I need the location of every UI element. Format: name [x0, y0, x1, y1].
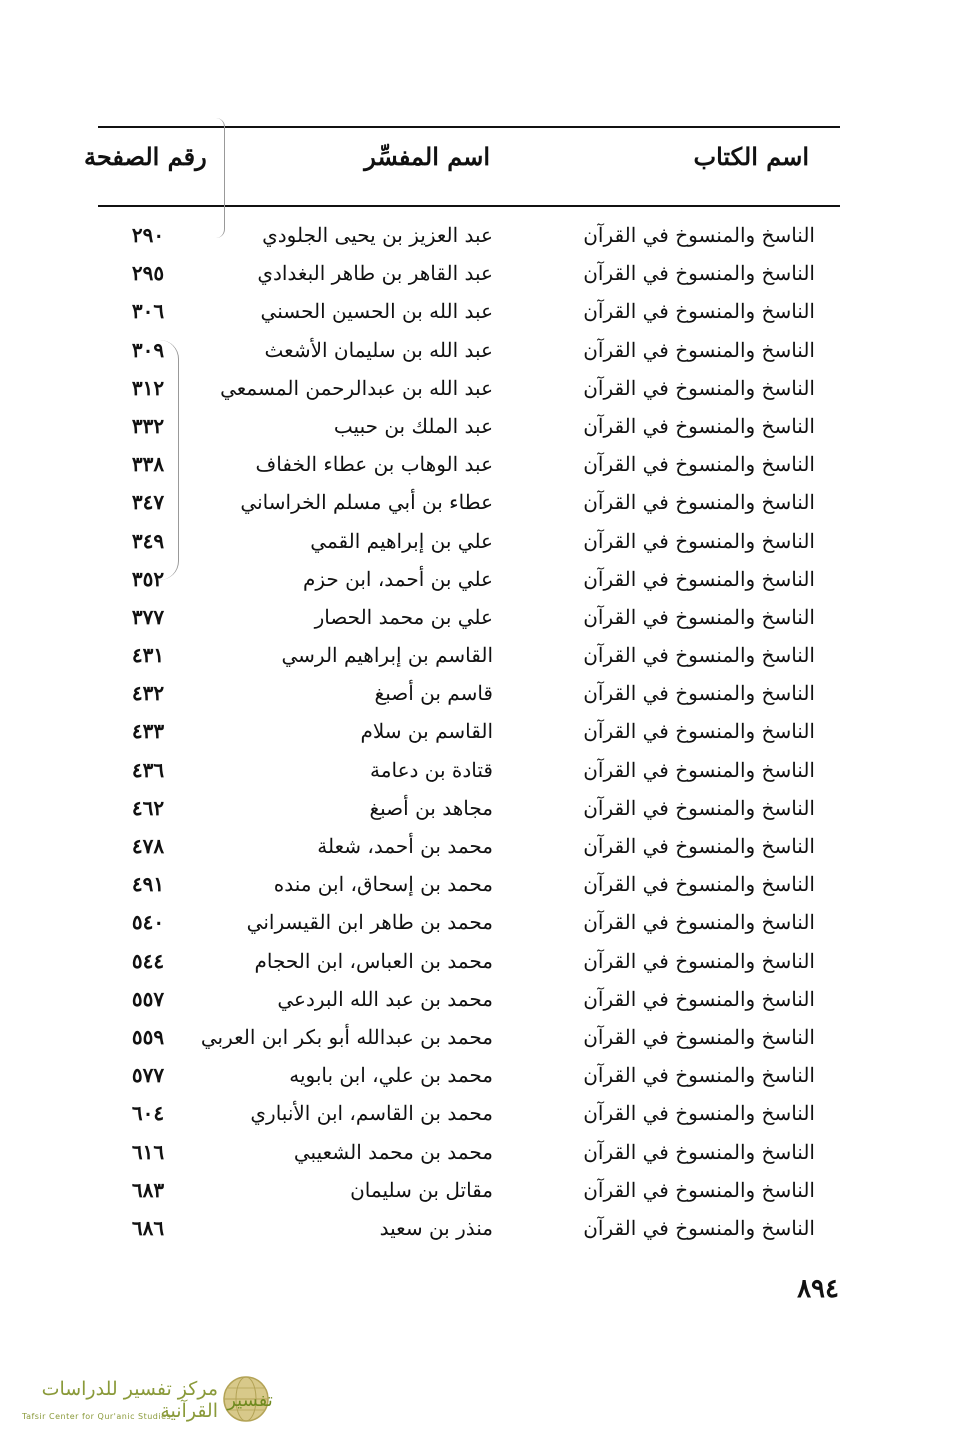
- book-title-cell: الناسخ والمنسوخ في القرآن: [583, 299, 815, 324]
- author-name-cell: محمد بن العباس، ابن الحجام: [254, 948, 493, 973]
- table-row: [0, 677, 975, 715]
- table-row: [0, 601, 975, 639]
- book-title-cell: الناسخ والمنسوخ في القرآن: [583, 1024, 815, 1049]
- author-name-cell: القاسم بن إبراهيم الرسي: [281, 643, 493, 668]
- page-number-cell: ٦٠٤: [131, 1101, 165, 1126]
- book-title-cell: الناسخ والمنسوخ في القرآن: [583, 528, 815, 553]
- page-number-cell: ٥٤٤: [131, 948, 165, 973]
- book-title-cell: الناسخ والمنسوخ في القرآن: [583, 413, 815, 438]
- table-row: [0, 219, 975, 257]
- page-number-cell: ٣٣٨: [131, 452, 165, 477]
- header-author-name: اسم المفسِّر: [364, 142, 490, 171]
- book-title-cell: الناسخ والمنسوخ في القرآن: [583, 834, 815, 858]
- page-number-cell: ٣٥٢: [131, 566, 165, 591]
- book-title-cell: الناسخ والمنسوخ في القرآن: [583, 719, 815, 744]
- book-title-cell: الناسخ والمنسوخ في القرآن: [583, 1063, 815, 1088]
- author-name-cell: مجاهد بن أصبغ: [369, 795, 493, 820]
- page-number-cell: ٥٥٩: [131, 1024, 165, 1049]
- page-number-cell: ٣١٢: [131, 375, 165, 400]
- book-title-cell: الناسخ والمنسوخ في القرآن: [583, 1177, 815, 1202]
- page-number-cell: ٤٣١: [131, 643, 165, 668]
- page-number-cell: ٣٤٧: [131, 490, 165, 515]
- author-name-cell: قاسم بن أصبغ: [374, 681, 493, 706]
- author-name-cell: محمد بن علي، ابن بابويه: [289, 1063, 493, 1088]
- author-name-cell: عبد العزيز بن يحيى الجلودي: [262, 223, 493, 247]
- table-row: [0, 525, 975, 563]
- author-name-cell: عبد الله بن عبدالرحمن المسمعي: [220, 375, 493, 400]
- page-number-cell: ٤٦٢: [131, 795, 165, 820]
- logo-english-text: Tafsir Center for Qur'anic Studies: [22, 1412, 172, 1421]
- logo-arabic-text: مركز تفسير للدراسات القرآنية: [41, 1378, 218, 1422]
- book-title-cell: الناسخ والمنسوخ في القرآن: [583, 643, 815, 668]
- table-row: [0, 983, 975, 1021]
- book-title-cell: الناسخ والمنسوخ في القرآن: [583, 604, 815, 629]
- publisher-logo: [18, 1372, 290, 1430]
- book-title-cell: الناسخ والمنسوخ في القرآن: [583, 261, 815, 286]
- table-row: [0, 1212, 975, 1250]
- page-number-cell: ٥٤٠: [131, 910, 165, 935]
- author-name-cell: علي بن أحمد، ابن حزم: [302, 566, 493, 591]
- page-number-cell: ٣٣٢: [131, 413, 165, 438]
- index-table: [0, 219, 975, 1250]
- table-row: [0, 830, 975, 868]
- book-title-cell: الناسخ والمنسوخ في القرآن: [583, 948, 815, 973]
- globe-logo-icon: [218, 1374, 282, 1424]
- table-row: [0, 754, 975, 792]
- table-row: [0, 1021, 975, 1059]
- table-row: [0, 372, 975, 410]
- book-title-cell: الناسخ والمنسوخ في القرآن: [583, 986, 815, 1011]
- author-name-cell: القاسم بن سلام: [360, 719, 493, 744]
- author-name-cell: عبد القاهر بن طاهر البغدادي: [257, 261, 493, 286]
- author-name-cell: منذر بن سعيد: [379, 1215, 493, 1240]
- book-title-cell: الناسخ والمنسوخ في القرآن: [583, 337, 815, 362]
- table-row: [0, 792, 975, 830]
- table-row: [0, 563, 975, 601]
- author-name-cell: علي بن إبراهيم القمي: [310, 528, 493, 553]
- table-row: [0, 868, 975, 906]
- page-number-cell: ٣٠٦: [131, 299, 165, 324]
- page-number-cell: ٣٧٧: [131, 604, 165, 629]
- table-row: [0, 1059, 975, 1097]
- book-title-cell: الناسخ والمنسوخ في القرآن: [583, 910, 815, 935]
- book-title-cell: الناسخ والمنسوخ في القرآن: [583, 872, 815, 897]
- author-name-cell: عبد الله بن سليمان الأشعث: [264, 337, 493, 362]
- table-row: [0, 448, 975, 486]
- table-row: [0, 295, 975, 333]
- book-title-cell: الناسخ والمنسوخ في القرآن: [583, 795, 815, 820]
- author-name-cell: محمد بن عبد الله البردعي: [277, 986, 493, 1011]
- book-title-cell: الناسخ والمنسوخ في القرآن: [583, 757, 815, 782]
- author-name-cell: محمد بن عبدالله أبو بكر ابن العربي: [200, 1024, 493, 1049]
- page-number: ٨٩٤: [797, 1274, 839, 1304]
- author-name-cell: عبد الوهاب بن عطاء الخفاف: [255, 452, 493, 477]
- page-number-cell: ٣٤٩: [131, 528, 165, 553]
- logo-mark-text: تفسير: [227, 1390, 273, 1411]
- table-row: [0, 906, 975, 944]
- author-name-cell: مقاتل بن سليمان: [350, 1177, 493, 1202]
- page-number-cell: ٤٧٨: [131, 834, 165, 858]
- page-number-cell: ٤٣٦: [131, 757, 165, 782]
- header-page-number: رقم الصفحة: [84, 142, 207, 171]
- author-name-cell: محمد بن القاسم، ابن الأنباري: [250, 1101, 493, 1126]
- page-number-cell: ٢٩٠: [131, 223, 165, 247]
- book-title-cell: الناسخ والمنسوخ في القرآن: [583, 566, 815, 591]
- book-title-cell: الناسخ والمنسوخ في القرآن: [583, 452, 815, 477]
- page-number-cell: ٦٨٦: [131, 1215, 165, 1240]
- table-row: [0, 1136, 975, 1174]
- author-name-cell: عطاء بن أبي مسلم الخراساني: [240, 490, 493, 515]
- table-row: [0, 1174, 975, 1212]
- author-name-cell: عبد الملك بن حبيب: [333, 413, 493, 438]
- table-row: [0, 410, 975, 448]
- book-title-cell: الناسخ والمنسوخ في القرآن: [583, 1101, 815, 1126]
- header-book-name: اسم الكتاب: [693, 142, 809, 171]
- header-bottom-rule: [98, 205, 840, 207]
- author-name-cell: محمد بن محمد الشعيبي: [293, 1139, 493, 1164]
- author-name-cell: محمد بن أحمد، شعلة: [317, 834, 493, 858]
- author-name-cell: قتادة بن دعامة: [370, 757, 493, 782]
- author-name-cell: محمد بن طاهر ابن القيسراني: [246, 910, 493, 935]
- author-name-cell: محمد بن إسحاق، ابن منده: [273, 872, 493, 897]
- author-name-cell: علي بن محمد الحصار: [314, 604, 493, 629]
- page-number-cell: ٤٣٣: [131, 719, 165, 744]
- book-title-cell: الناسخ والمنسوخ في القرآن: [583, 490, 815, 515]
- book-title-cell: الناسخ والمنسوخ في القرآن: [583, 681, 815, 706]
- table-row: [0, 486, 975, 524]
- book-title-cell: الناسخ والمنسوخ في القرآن: [583, 375, 815, 400]
- page-number-cell: ٣٠٩: [131, 337, 165, 362]
- page-number-cell: ٢٩٥: [131, 261, 165, 286]
- book-title-cell: الناسخ والمنسوخ في القرآن: [583, 1139, 815, 1164]
- table-row: [0, 257, 975, 295]
- page-number-cell: ٦١٦: [131, 1139, 165, 1164]
- page-number-cell: ٤٣٢: [131, 681, 165, 706]
- header-top-rule: [98, 126, 840, 128]
- page-number-cell: ٦٨٣: [131, 1177, 165, 1202]
- table-row: [0, 334, 975, 372]
- page-number-cell: ٤٩١: [131, 872, 165, 897]
- author-name-cell: عبد الله بن الحسين الحسني: [260, 299, 493, 324]
- table-row: [0, 945, 975, 983]
- book-title-cell: الناسخ والمنسوخ في القرآن: [583, 1215, 815, 1240]
- page-number-cell: ٥٥٧: [131, 986, 165, 1011]
- table-row: [0, 715, 975, 753]
- table-row: [0, 1097, 975, 1135]
- book-title-cell: الناسخ والمنسوخ في القرآن: [583, 223, 815, 247]
- table-row: [0, 639, 975, 677]
- page-number-cell: ٥٧٧: [131, 1063, 165, 1088]
